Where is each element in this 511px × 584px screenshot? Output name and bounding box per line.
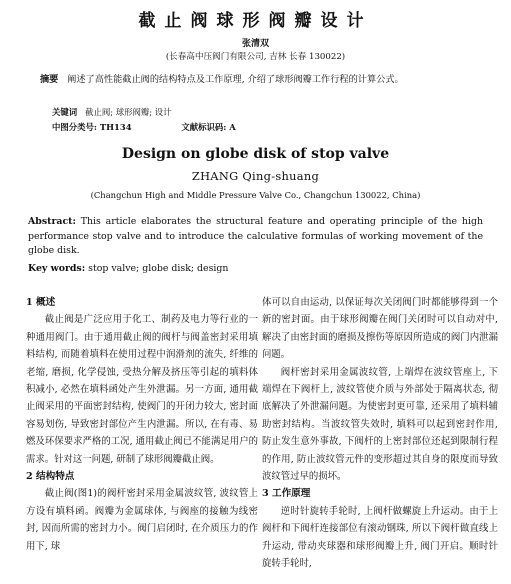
doc-code-label: 文献标识码: [181,122,227,132]
body-column-left [26,294,258,555]
classification-cn [52,121,236,133]
paragraph: 逆时针旋转手轮时, 上阀杆做螺旋上升运动。由于上阀杆和下阀杆连接部位有滚动钢珠, 所以下阀杆做直线上升运动, 带动夹球器和球形阀瓣上升, 阀门开启。顺时针旋转手轮时, [262,505,498,570]
author-en: ZHANG Qing-shuang [191,169,320,183]
section-heading-2: 2 结构特点 [26,471,75,483]
abstract-cn-text: 阐述了高性能截止阀的结构特点及工作原理, 介绍了球形阀瓣工作行程的计算公式。 [67,74,404,85]
section-heading-3: 3 工作原理 [262,488,311,500]
author-cn: 张清双 [241,39,269,49]
section-heading-1: 1 概述 [26,297,56,308]
keywords-en-label: Key words: [28,263,86,274]
body-column-right [262,294,498,573]
keywords-en [28,263,228,274]
abstract-en-label: Abstract: [28,216,76,227]
paper-title-cn: 截止阀球形阀瓣设计 [138,11,373,31]
abstract-en [28,215,483,259]
paragraph: 体可以自由运动, 以保证每次关闭阀门时都能够得到一个新的密封面。由于球形阀瓣在阀门关闭时可以自动对中, 解决了由密封面的磨损及擦伤等原因所造成的阀门内泄漏问题。 [262,297,498,361]
clc-value: TH134 [99,122,132,132]
paper-title-en: Design on globe disk of stop valve [121,146,390,162]
abstract-en-text: This article elaborates the structural feature and operating principle of the high performance stop valve and to introduce the calculative formulas of working movement of the globe disk. [28,216,483,257]
affiliation-en: (Changchun High and Middle Pressure Valve Co., Changchun 130022, China) [90,190,421,200]
paragraph: 截止阀是广泛应用于化工、制药及电力等行业的一种通用阀门。由于通用截止阀的阀杆与阀盖密封采用填料结构, 而随着填料在使用过程中润滑剂的流失, 纤维的老缩, 磨损, 化学侵蚀, 受热分解及挤压等引起的填料体积减小, 必然在填料函处产生外泄漏。另一方面, 通用截止阀采用的平面密封结构, 使阀门的开闭力较大, 密封面容易划伤, 导致密封部位产生内泄漏。所以, 在有毒、易燃及环保要求严格的工况, 通用截止阀已不能满足用户的需求。针对这一问题, 研制了球形阀瓣截止阀。 [26,314,258,465]
affiliation-cn: (长春高中压阀门有限公司, 吉林 长春 130022) [165,52,346,62]
paragraph: 阀杆密封采用金属波纹管, 上端焊在波纹管座上, 下端焊在下阀杆上, 波纹管使介质与外部处于隔离状态, 彻底解决了外泄漏问题。为使密封更可靠, 还采用了填料辅助密封结构。当波纹管失效时, 填料可以起到密封作用, 防止发生意外事故, 下阀杆的上密封部位还起到限制行程的作用, 防止波纹管元件的变形超过其自身的限度而导致波纹管过早的损坏。 [262,366,498,483]
keywords-cn [52,106,171,118]
paragraph: 截止阀(图1)的阀杆密封采用金属波纹管, 波纹管上方设有填料函。阀瓣为金属球体, 与阀座的接触为线密封, 因而所需的密封力小。阀门启闭时, 在介质压力的作用下, 球 [26,488,258,552]
keywords-cn-label: 关键词 [52,107,78,117]
abstract-cn-label: 摘要 [40,74,59,85]
keywords-en-text: stop valve; globe disk; design [88,263,229,274]
doc-code-value: A [229,122,236,132]
abstract-cn [40,72,480,87]
keywords-cn-text: 截止阀; 球形阀瓣; 设计 [85,107,172,117]
clc-label: 中图分类号: [52,122,97,132]
